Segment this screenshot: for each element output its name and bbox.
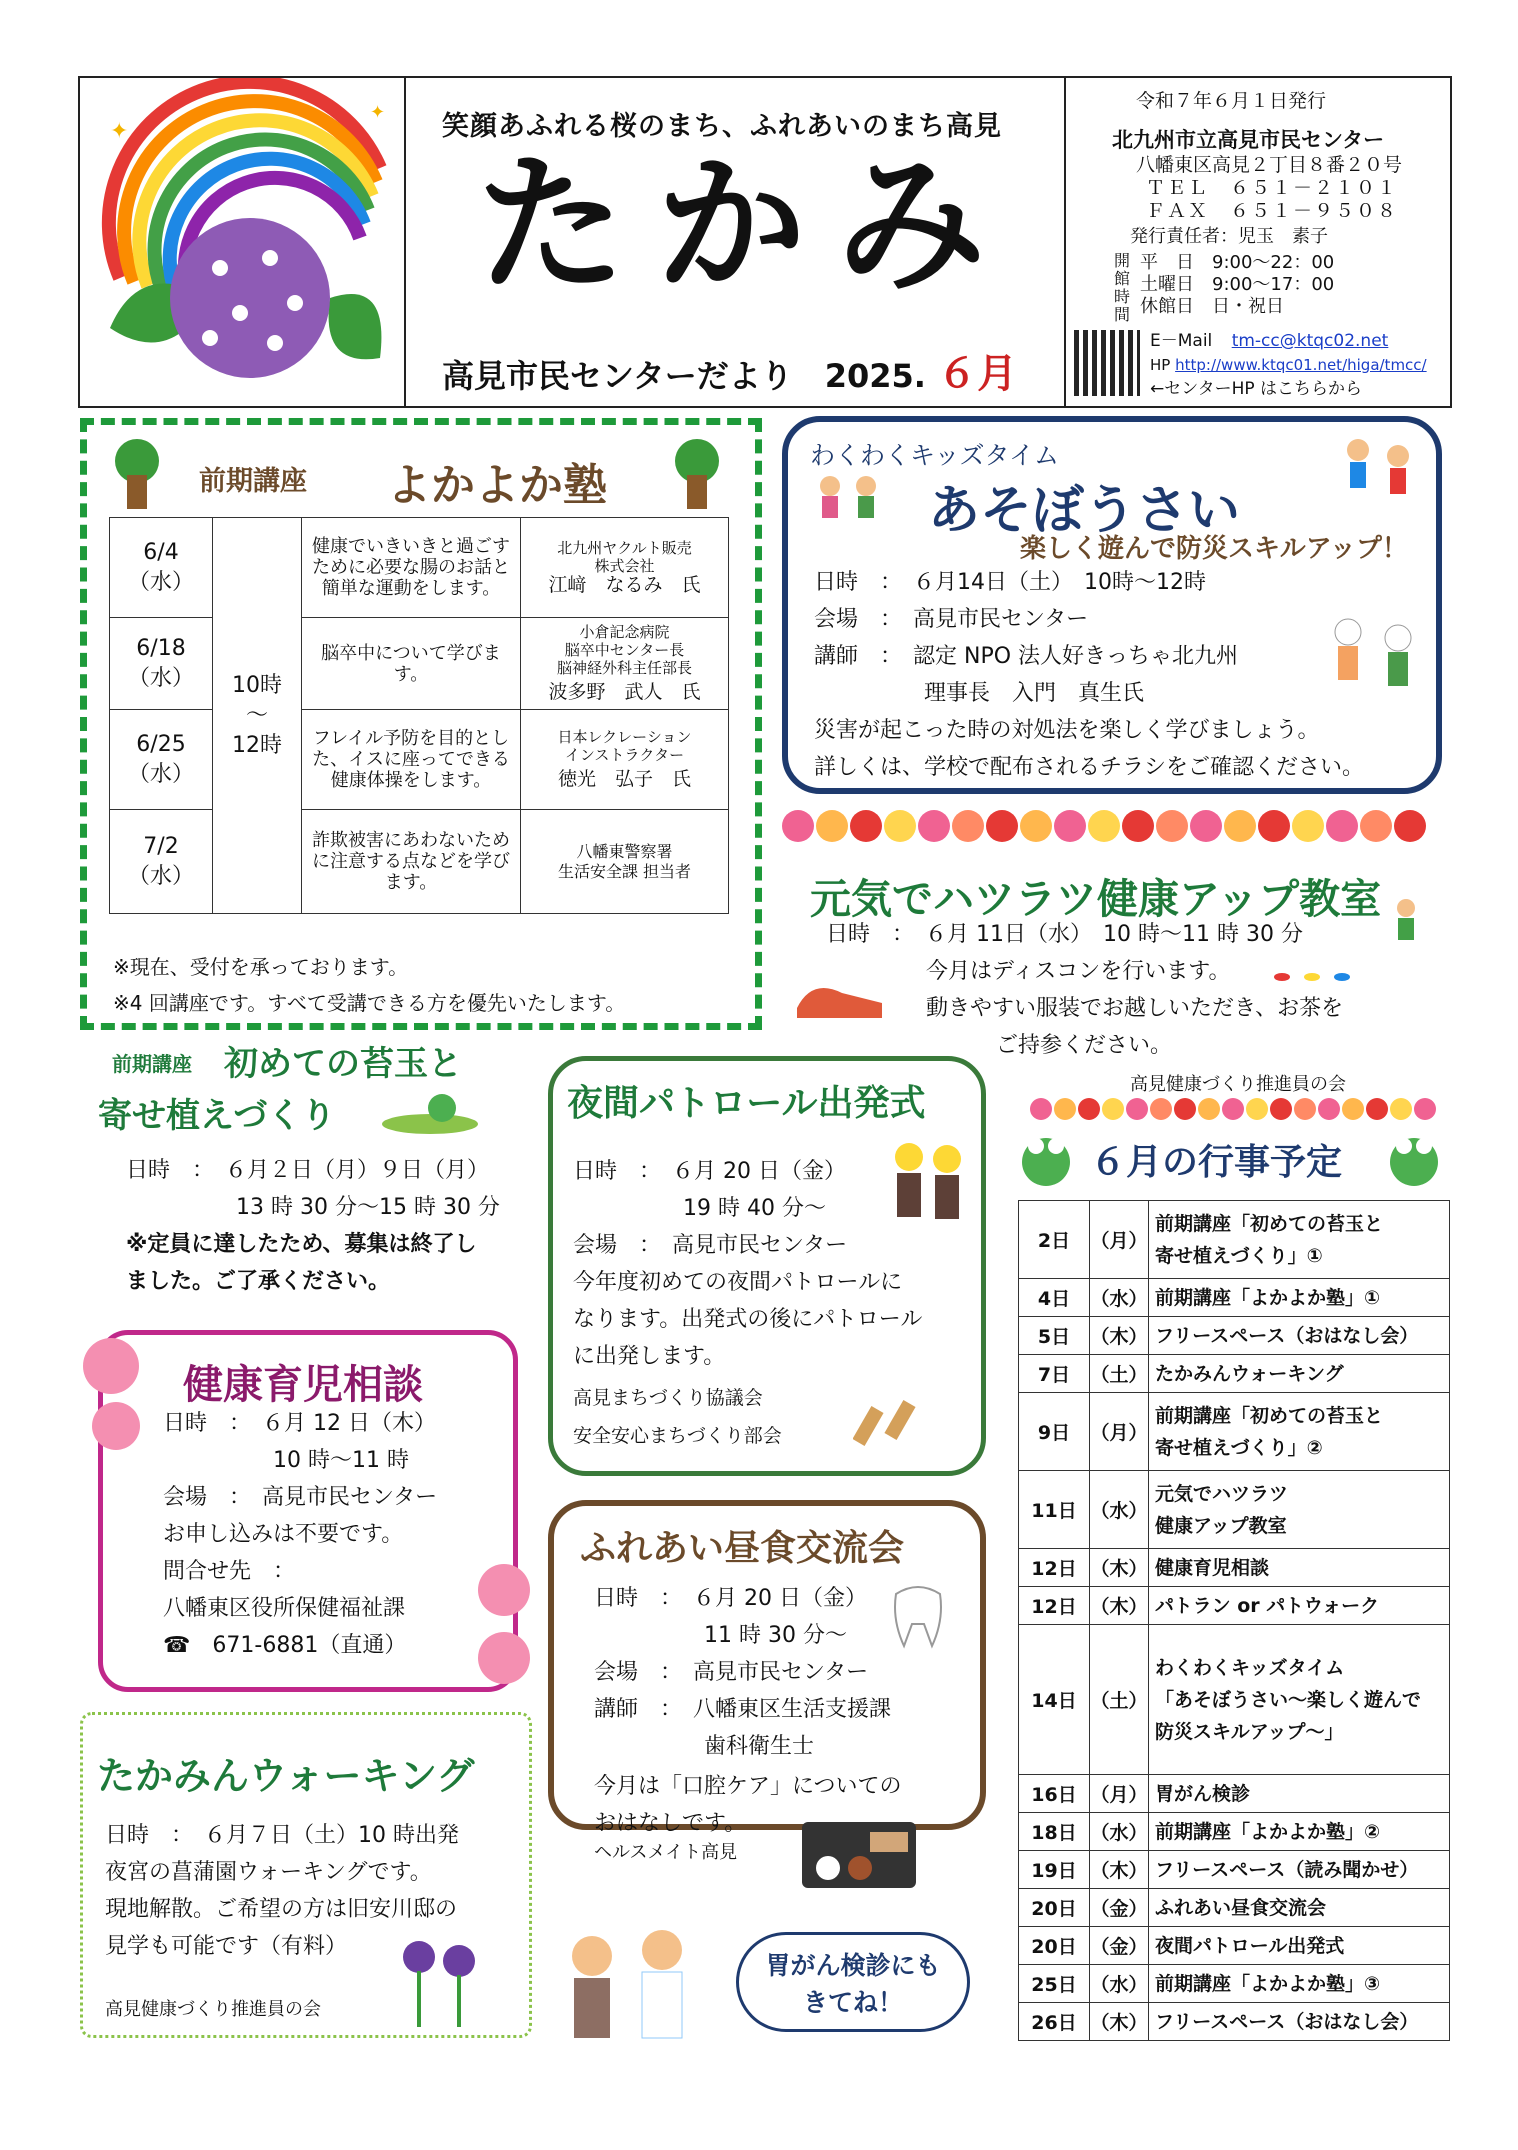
- flower-icon: [1126, 1098, 1148, 1120]
- flower-icon: [1122, 810, 1154, 842]
- fureai-line: 講師 ： 八幡東区生活支援課: [594, 1697, 892, 1722]
- schedule-row: [1019, 1201, 1450, 1279]
- asobou-line: 詳しくは、学校で配布されるチラシをご確認ください。: [814, 755, 1365, 780]
- koke-title-1: 初めての苔玉と: [224, 1044, 462, 1084]
- asobou-kicker: わくわくキッズタイム: [810, 441, 1060, 470]
- genki-title: 元気でハツラツ健康アップ教室: [810, 875, 1382, 923]
- flower-icon: [1342, 1098, 1364, 1120]
- patrol-line: 日時 ： ６月 20 日（金）: [573, 1159, 846, 1184]
- lecture-instructor: [521, 518, 729, 618]
- pink-flower-icon: [474, 1560, 534, 1690]
- instructor-org: 小倉記念病院 脳卒中センター長 脳神経外科主任部長: [556, 623, 692, 677]
- header-info: [1066, 78, 1452, 406]
- center-name: 北九州市立高見市民センター: [1112, 128, 1385, 152]
- schedule-event: フリースペース（読み聞かせ）: [1149, 1851, 1450, 1889]
- issue-month: ６月: [937, 351, 1018, 397]
- flower-icon: [1292, 810, 1324, 842]
- lecture-time: 10時 ～ 12時: [213, 518, 302, 914]
- patrol-line: に出発します。: [573, 1344, 726, 1369]
- fureai-line: 歯科衛生士: [594, 1734, 815, 1759]
- schedule-weekday: （水）: [1090, 1965, 1149, 2003]
- svg-text:✦: ✦: [110, 119, 129, 144]
- hp-link[interactable]: http://www.ktqc01.net/higa/tmcc/: [1175, 356, 1427, 374]
- schedule-event: フリースペース（おはなし会）: [1149, 2003, 1450, 2041]
- schedule-day: 20日: [1019, 1927, 1090, 1965]
- schedule-event: 前期講座「よかよか塾」①: [1149, 1279, 1450, 1317]
- schedule-weekday: （月）: [1090, 1393, 1149, 1471]
- walking-title: たかみんウォーキング: [97, 1754, 475, 1798]
- fureai-line: 会場 ： 高見市民センター: [594, 1660, 869, 1685]
- sneakers-icon: [792, 968, 892, 1028]
- flower-icon: [1078, 1098, 1100, 1120]
- flower-icon: [1190, 810, 1222, 842]
- flower-icon: [1258, 810, 1290, 842]
- header-title-block: [406, 78, 1066, 406]
- schedule-day: 12日: [1019, 1587, 1090, 1625]
- page-title: たかみ: [476, 137, 1017, 313]
- center-tel: ＴＥＬ ６５１－２１０１: [1146, 177, 1399, 199]
- patrol-line: なります。出発式の後にパトロール: [573, 1307, 923, 1332]
- schedule-day: 26日: [1019, 2003, 1090, 2041]
- hours-saturday: 土曜日 9:00～17：00: [1140, 274, 1335, 295]
- publisher: 発行責任者：児玉 素子: [1130, 226, 1328, 247]
- flower-icon: [1102, 1098, 1124, 1120]
- koke-label: 前期講座: [112, 1052, 192, 1076]
- note: ※4 回講座です。すべて受講できる方を優先いたします。: [113, 991, 626, 1015]
- walking-line: 現地解散。ご希望の方は旧安川邸の: [105, 1897, 458, 1922]
- schedule-row: [1019, 1927, 1450, 1965]
- schedule-event: パトラン or パトウォーク: [1149, 1587, 1450, 1625]
- asobou-line: 会場 ： 高見市民センター: [814, 607, 1089, 632]
- schedule-event: ふれあい昼食交流会: [1149, 1889, 1450, 1927]
- header-illustration: [80, 78, 406, 406]
- speech-bubble: [736, 1932, 970, 2032]
- koke-line: 13 時 30 分～15 時 30 分: [126, 1195, 500, 1220]
- kenko-title: 健康育児相談: [183, 1362, 423, 1408]
- table-row: [110, 518, 729, 618]
- lecture-date: 6/4 （水）: [110, 518, 213, 618]
- patrol-section: [548, 1056, 986, 1476]
- schedule-weekday: （土）: [1090, 1355, 1149, 1393]
- lecture-instructor: [521, 710, 729, 810]
- flower-icon: [1174, 1098, 1196, 1120]
- schedule-table: [1018, 1200, 1450, 2041]
- instructor-name: 徳光 弘子 氏: [557, 768, 691, 790]
- instructor-org: 日本レクレーション インストラクター: [557, 728, 692, 764]
- schedule-row: [1019, 1471, 1450, 1549]
- frog-icon: [1016, 1126, 1076, 1196]
- slogan: 笑顔あふれる桜のまち、ふれあいのまち高見: [442, 111, 1002, 142]
- helmet-kids-icon: [1318, 608, 1438, 708]
- speech-bubble-text: 胃がん検診にも きてね！: [765, 1951, 941, 2017]
- kenko-line: 日時 ： ６月 12 日（木）: [163, 1411, 436, 1436]
- flower-icon: [1088, 810, 1120, 842]
- email-row: [1150, 330, 1388, 353]
- asobou-subtitle: 楽しく遊んで防災スキルアップ！: [1020, 534, 1408, 564]
- hours-weekday: 平 日 9:00～22：00: [1140, 252, 1335, 273]
- schedule-row: [1019, 1775, 1450, 1813]
- tooth-icon: [888, 1580, 948, 1650]
- schedule-day: 18日: [1019, 1813, 1090, 1851]
- asobou-line: 講師 ： 認定 NPO 法人好きっちゃ北九州: [814, 644, 1239, 669]
- koke-details: [126, 1152, 500, 1300]
- frog-icon: [380, 1086, 480, 1136]
- genki-date: 日時 ： ６月 11日（水） 10 時～11 時 30 分: [826, 922, 1303, 947]
- asobou-details: [814, 564, 1364, 786]
- center-fax: ＦＡＸ ６５１－９５０８: [1146, 200, 1399, 222]
- schedule-event: わくわくキッズタイム 「あそぼうさい～楽しく遊んで 防災スキルアップ～」: [1149, 1625, 1450, 1775]
- discon-icon: [1272, 968, 1352, 980]
- schedule-event: 前期講座「よかよか塾」③: [1149, 1965, 1450, 2003]
- genki-section: [782, 850, 1442, 1090]
- schedule-row: [1019, 1965, 1450, 2003]
- schedule-weekday: （木）: [1090, 1851, 1149, 1889]
- koke-notice: ※定員に達したため、募集は終了し: [126, 1232, 477, 1257]
- schedule-day: 12日: [1019, 1549, 1090, 1587]
- iris-flower-icon: [383, 1931, 493, 2031]
- flower-icon: [1318, 1098, 1340, 1120]
- table-row: [110, 618, 729, 710]
- note: ※現在、受付を承っております。: [113, 955, 409, 979]
- frog-icon: [1384, 1126, 1444, 1196]
- schedule-day: 7日: [1019, 1355, 1090, 1393]
- flower-border: [1030, 1098, 1450, 1120]
- lecture-date: 6/18 （水）: [110, 618, 213, 710]
- schedule-row: [1019, 1587, 1450, 1625]
- schedule-row: [1019, 1549, 1450, 1587]
- flower-icon: [1366, 1098, 1388, 1120]
- schedule-day: 11日: [1019, 1471, 1090, 1549]
- kenko-section: [98, 1330, 518, 1692]
- tree-icon: [667, 439, 727, 509]
- email-label: E－Mail: [1150, 331, 1213, 351]
- schedule-weekday: （木）: [1090, 1587, 1149, 1625]
- walking-line: 日時 ： ６月７日（土）10 時出発: [105, 1823, 459, 1848]
- table-row: [110, 710, 729, 810]
- email-link[interactable]: tm-cc@ktqc02.net: [1231, 331, 1389, 351]
- flower-icon: [1030, 1098, 1052, 1120]
- flower-icon: [1150, 1098, 1172, 1120]
- doctor-patient-icon: [552, 1926, 712, 2042]
- flower-icon: [1020, 810, 1052, 842]
- flower-icon: [1222, 1098, 1244, 1120]
- newsletter-subtitle: [442, 342, 1017, 399]
- instructor-name: 波多野 武人 氏: [548, 681, 701, 703]
- lecture-date: 7/2 （水）: [110, 810, 213, 914]
- flower-icon: [1054, 810, 1086, 842]
- flower-icon: [1198, 1098, 1220, 1120]
- flower-icon: [1294, 1098, 1316, 1120]
- yokayoka-title: よかよか塾: [387, 460, 607, 511]
- fureai-line: 今月は「口腔ケア」についての: [594, 1774, 902, 1799]
- subtitle-text: 高見市民センターだより 2025.: [442, 357, 926, 395]
- schedule-weekday: （金）: [1090, 1889, 1149, 1927]
- schedule-weekday: （月）: [1090, 1775, 1149, 1813]
- schedule-event: 元気でハツラツ 健康アップ教室: [1149, 1471, 1450, 1549]
- schedule-row: [1019, 1393, 1450, 1471]
- kenko-details: [163, 1405, 437, 1664]
- schedule-weekday: （土）: [1090, 1625, 1149, 1775]
- walking-line: 見学も可能です（有料）: [105, 1934, 348, 1959]
- flower-icon: [1360, 810, 1392, 842]
- schedule-weekday: （金）: [1090, 1927, 1149, 1965]
- schedule-row: [1019, 1625, 1450, 1775]
- runner-icon: [1382, 898, 1430, 958]
- schedule-day: 9日: [1019, 1393, 1090, 1471]
- schedule-weekday: （月）: [1090, 1201, 1149, 1279]
- kenko-line: 問合せ先 ：: [163, 1559, 296, 1584]
- flower-icon: [816, 810, 848, 842]
- hours-label: 開館時間: [1114, 251, 1131, 324]
- flower-icon: [1394, 810, 1426, 842]
- center-address: 八幡東区高見２丁目８番２０号: [1136, 154, 1403, 176]
- hp-label: HP: [1150, 356, 1171, 374]
- pink-flower-icon: [76, 1336, 146, 1456]
- fureai-line: おはなしです。: [594, 1811, 747, 1836]
- fureai-line: 11 時 30 分～: [594, 1623, 847, 1648]
- flower-icon: [884, 810, 916, 842]
- schedule-day: 20日: [1019, 1889, 1090, 1927]
- patrol-title: 夜間パトロール出発式: [567, 1083, 926, 1124]
- hp-row: [1150, 354, 1427, 377]
- lecture-content: 脳卒中について学びます。: [302, 618, 521, 710]
- lecture-instructor: [521, 618, 729, 710]
- schedule-weekday: （木）: [1090, 1549, 1149, 1587]
- lecture-content: フレイル予防を目的とした、イスに座ってできる健康体操をします。: [302, 710, 521, 810]
- schedule-weekday: （水）: [1090, 1813, 1149, 1851]
- flower-icon: [1270, 1098, 1292, 1120]
- schedule-row: [1019, 1889, 1450, 1927]
- schedule-event: 夜間パトロール出発式: [1149, 1927, 1450, 1965]
- issue-date: 令和７年６月１日発行: [1136, 90, 1327, 112]
- walking-line: 夜宮の菖蒲園ウォーキングです。: [105, 1860, 432, 1885]
- flower-icon: [1156, 810, 1188, 842]
- schedule-event: 健康育児相談: [1149, 1549, 1450, 1587]
- schedule-event: 胃がん検診: [1149, 1775, 1450, 1813]
- newsletter-header: [78, 76, 1452, 408]
- kids-jumping-icon: [808, 472, 888, 532]
- fureai-details: [594, 1580, 891, 1765]
- lecture-instructor: [521, 810, 729, 914]
- schedule-weekday: （木）: [1090, 2003, 1149, 2041]
- schedule-row: [1019, 1317, 1450, 1355]
- flower-icon: [1414, 1098, 1436, 1120]
- patrol-credit: 安全安心まちづくり部会: [573, 1425, 782, 1447]
- flower-icon: [1224, 810, 1256, 842]
- schedule-day: 16日: [1019, 1775, 1090, 1813]
- genki-line: 今月はディスコンを行います。: [926, 959, 1231, 984]
- schedule-day: 2日: [1019, 1201, 1090, 1279]
- schedule-event: 前期講座「初めての苔玉と 寄せ植えづくり」②: [1149, 1393, 1450, 1471]
- table-row: [110, 810, 729, 914]
- flower-icon: [918, 810, 950, 842]
- genki-line: ご持参ください。: [996, 1033, 1173, 1058]
- lecture-date: 6/25 （水）: [110, 710, 213, 810]
- patrol-line: 今年度初めての夜間パトロールに: [573, 1270, 903, 1295]
- kenko-line: 10 時～11 時: [163, 1448, 409, 1473]
- flower-icon: [782, 810, 814, 842]
- koke-title-2: 寄せ植えづくり: [98, 1096, 336, 1136]
- koke-notice: ました。ご了承ください。: [126, 1269, 391, 1294]
- yokayoka-table: [109, 517, 729, 914]
- patrol-line: 19 時 40 分～: [573, 1196, 826, 1221]
- schedule-row: [1019, 1851, 1450, 1889]
- svg-text:✦: ✦: [370, 102, 386, 123]
- patrol-details: [573, 1153, 922, 1375]
- asobou-line: 理事長 入門 真生氏: [814, 681, 1145, 706]
- patrol-credit: 高見まちづくり協議会: [573, 1387, 763, 1409]
- flower-border: [782, 810, 1442, 842]
- flower-icon: [1246, 1098, 1268, 1120]
- lecture-content: 詐欺被害にあわないために注意する点などを学びます。: [302, 810, 521, 914]
- asobou-section: [782, 416, 1442, 794]
- patrol-credits: [573, 1383, 782, 1451]
- instructor-name: 江﨑 なるみ 氏: [548, 574, 701, 596]
- flower-icon: [850, 810, 882, 842]
- schedule-row: [1019, 2003, 1450, 2041]
- lecture-content: 健康でいきいきと過ごすために必要な腸のお話と簡単な運動をします。: [302, 518, 521, 618]
- schedule-row: [1019, 1279, 1450, 1317]
- schedule-row: [1019, 1355, 1450, 1393]
- yokayoka-section: [80, 418, 762, 1030]
- patrol-people-icon: [883, 1137, 973, 1247]
- fureai-section: [548, 1500, 986, 1863]
- schedule-row: [1019, 1813, 1450, 1851]
- schedule-day: 14日: [1019, 1625, 1090, 1775]
- genki-credit: 高見健康づくり推進員の会: [1130, 1074, 1346, 1095]
- asobou-line: 災害が起こった時の対処法を楽しく学びましょう。: [814, 718, 1320, 743]
- schedule-event: たかみんウォーキング: [1149, 1355, 1450, 1393]
- flower-icon: [986, 810, 1018, 842]
- fureai-title: ふれあい昼食交流会: [580, 1528, 905, 1569]
- koke-line: 日時 ： ６月２日（月）９日（月）: [126, 1158, 490, 1183]
- hp-note: ←センターHP はこちらから: [1150, 379, 1363, 399]
- flower-icon: [1054, 1098, 1076, 1120]
- walking-credit: 高見健康づくり推進員の会: [105, 1999, 321, 2020]
- tree-icon: [107, 439, 167, 509]
- kenko-line: 八幡東区役所保健福祉課: [163, 1596, 406, 1621]
- meal-tray-icon: [800, 1812, 918, 1892]
- instructor-org: 北九州ヤクルト販売 株式会社: [557, 539, 692, 575]
- koke-section: [90, 1036, 530, 1316]
- fureai-line: 日時 ： ６月 20 日（金）: [594, 1586, 867, 1611]
- hydrangea-rainbow-icon: [80, 78, 400, 406]
- yokayoka-label: 前期講座: [199, 466, 307, 497]
- schedule-weekday: （木）: [1090, 1317, 1149, 1355]
- schedule-day: 4日: [1019, 1279, 1090, 1317]
- schedule-day: 25日: [1019, 1965, 1090, 2003]
- patrol-line: 会場 ： 高見市民センター: [573, 1233, 848, 1258]
- qr-code-icon[interactable]: [1074, 330, 1140, 396]
- schedule-weekday: （水）: [1090, 1471, 1149, 1549]
- kenko-phone: ☎ 671-6881（直通）: [163, 1633, 407, 1658]
- asobou-title: あそぼうさい: [928, 481, 1241, 541]
- asobou-line: 日時 ： ６月14日（土） 10時～12時: [814, 570, 1206, 595]
- hours-closed: 休館日 日・祝日: [1140, 296, 1284, 317]
- schedule-day: 5日: [1019, 1317, 1090, 1355]
- flower-icon: [1390, 1098, 1412, 1120]
- schedule-event: フリースペース（おはなし会）: [1149, 1317, 1450, 1355]
- fureai-credit: ヘルスメイト高見: [594, 1842, 738, 1863]
- hours-list: [1140, 252, 1334, 318]
- flower-icon: [952, 810, 984, 842]
- schedule-day: 19日: [1019, 1851, 1090, 1889]
- schedule-event: 前期講座「よかよか塾」②: [1149, 1813, 1450, 1851]
- genki-line: 動きやすい服装でお越しいただき、お茶を: [926, 996, 1344, 1021]
- schedule-body: [1019, 1201, 1450, 2041]
- schedule-weekday: （水）: [1090, 1279, 1149, 1317]
- schedule-title: ６月の行事予定: [1090, 1142, 1343, 1183]
- flower-icon: [1326, 810, 1358, 842]
- kids-running-icon: [1328, 430, 1428, 510]
- instructor-org: 八幡東警察署 生活安全課 担当者: [557, 841, 692, 881]
- kenko-line: お申し込みは不要です。: [163, 1522, 404, 1547]
- hyoshigi-icon: [853, 1377, 933, 1447]
- yokayoka-notes: [113, 949, 625, 1021]
- schedule-event: 前期講座「初めての苔玉と 寄せ植えづくり」①: [1149, 1201, 1450, 1279]
- kenko-line: 会場 ： 高見市民センター: [163, 1485, 438, 1510]
- walking-section: [80, 1712, 532, 2038]
